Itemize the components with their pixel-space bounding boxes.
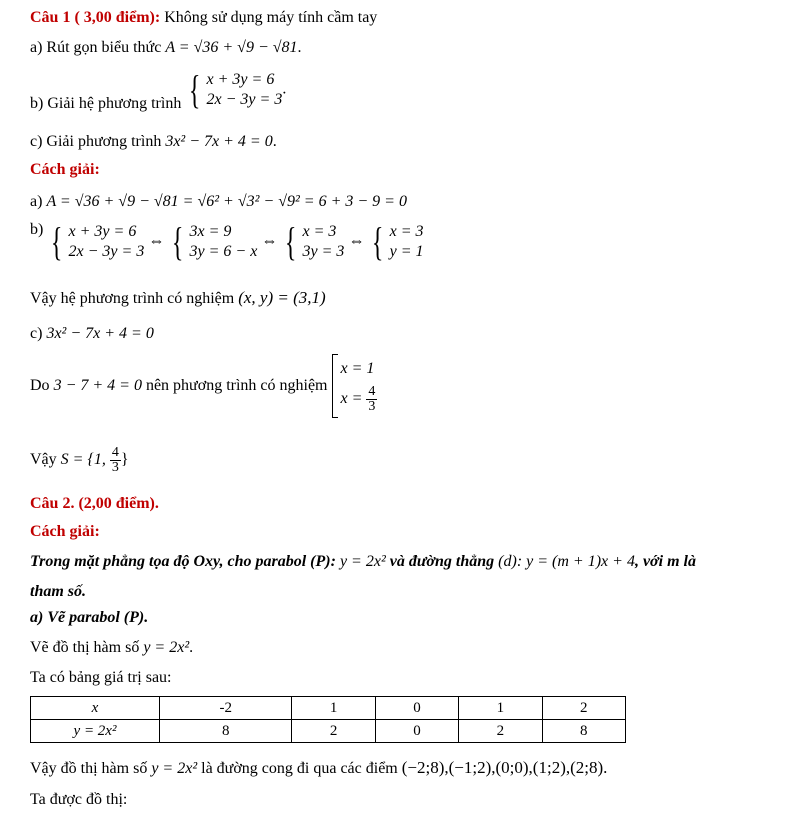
q1-sol-c-reason bbox=[30, 354, 377, 418]
brace-icon: { bbox=[285, 219, 297, 264]
q2-part-a: a) Vẽ parabol (P). bbox=[30, 609, 149, 626]
q1-c-label: c) Giải phương trình bbox=[30, 133, 166, 150]
table-row bbox=[31, 720, 626, 743]
q1-sol-b-s1-eq2: 2x − 3y = 3 bbox=[68, 243, 145, 260]
table-cell: 2 bbox=[542, 697, 625, 720]
q1-sol-a-label: a) bbox=[30, 193, 47, 210]
bracket-icon bbox=[332, 354, 338, 418]
q1-sol-b-label: b) bbox=[30, 220, 48, 238]
q1-sol-c bbox=[30, 324, 154, 344]
q2-graph-text: Ta được đồ thị: bbox=[30, 791, 128, 808]
q1-sol-c-root1: x = 1 bbox=[340, 359, 375, 377]
q1-b-eq1: x + 3y = 6 bbox=[206, 71, 275, 88]
q1-c-expr: 3x² − 7x + 4 = 0 bbox=[165, 133, 273, 150]
table-cell: 1 bbox=[292, 697, 375, 720]
table-cell: 8 bbox=[542, 720, 625, 743]
q1-solution-title: Cách giải: bbox=[30, 161, 100, 178]
equiv-icon: ⇔ bbox=[348, 232, 365, 250]
q1-part-c: c) Giải phương trình 3x² − 7x + 4 = 0. bbox=[30, 133, 277, 150]
q1-sol-b-s3-eq1: x = 3 bbox=[302, 223, 337, 240]
table-cell: 8 bbox=[160, 720, 292, 743]
q1-b-system bbox=[185, 67, 283, 112]
q1-sol-b-s4-eq1: x = 3 bbox=[389, 223, 424, 240]
q1-sol-b bbox=[30, 219, 424, 264]
q1-sol-c-set bbox=[30, 446, 129, 475]
q2-prompt-line2: tham số. bbox=[30, 583, 87, 600]
q1-sol-c-check: 3 − 7 + 4 = 0 bbox=[53, 377, 142, 394]
q1-sol-b-s2-eq1: 3x = 9 bbox=[189, 223, 232, 240]
q1-intro: Không sử dụng máy tính cầm tay bbox=[160, 9, 378, 26]
q1-sol-c-set-pre: S = {1, bbox=[60, 451, 110, 469]
table-cell: x bbox=[31, 697, 160, 720]
q1-sol-c-label: c) bbox=[30, 325, 47, 342]
q2-conclusion-func: y = 2x² bbox=[151, 760, 198, 777]
table-cell: 0 bbox=[375, 720, 458, 743]
q1-sol-c-root2-pre: x = bbox=[340, 389, 367, 407]
q1-set-frac bbox=[110, 446, 121, 475]
table-cell: 0 bbox=[375, 697, 458, 720]
q1-sol-a-expr: A = √36 + √9 − √81 = √6² + √3² − √9² = 6 + 3 − 9 = 0 bbox=[46, 193, 407, 210]
q1-sol-c-expr: 3x² − 7x + 4 = 0 bbox=[46, 325, 154, 342]
brace-icon: { bbox=[172, 219, 184, 264]
brace-icon: { bbox=[372, 219, 384, 264]
q2-points: (−2;8),(−1;2),(0;0),(1;2),(2;8). bbox=[401, 758, 608, 777]
q1-sol-b-system-1 bbox=[47, 219, 145, 264]
q1-sol-c-frac bbox=[366, 385, 377, 414]
q2-solution-title: Cách giải: bbox=[30, 523, 100, 540]
q1-title: Câu 1 ( 3,00 điểm): bbox=[30, 9, 161, 26]
q2-table-intro: Ta có bảng giá trị sau: bbox=[30, 669, 172, 686]
q1-b-eq2: 2x − 3y = 3 bbox=[206, 91, 283, 108]
q2-prompt bbox=[30, 552, 696, 572]
q1-header bbox=[30, 8, 377, 28]
q1-sol-b-system-4 bbox=[368, 219, 424, 264]
q2-parabol: y = 2x² bbox=[339, 553, 386, 570]
q2-prompt-post: , với m là bbox=[634, 553, 696, 570]
table-cell: 2 bbox=[292, 720, 375, 743]
equiv-icon: ⇔ bbox=[148, 232, 165, 250]
q1-sol-c-set-post: } bbox=[120, 451, 129, 469]
q1-sol-c-set-label: Vậy bbox=[30, 451, 61, 469]
q1-sol-b-system-3 bbox=[281, 219, 345, 264]
q1-a-label: a) Rút gọn biểu thức bbox=[30, 39, 166, 56]
equiv-icon: ⇔ bbox=[261, 232, 278, 250]
brace-icon: { bbox=[51, 219, 63, 264]
q1-part-a: a) Rút gọn biểu thức A = √36 + √9 − √81. bbox=[30, 39, 302, 56]
q2-draw: Vẽ đồ thị hàm số y = 2x². bbox=[30, 639, 194, 656]
q2-prompt-mid: và đường thẳng bbox=[389, 553, 499, 570]
q1-sol-c-reason-pre: Do bbox=[30, 377, 54, 394]
q1-sol-b-s1-eq1: x + 3y = 6 bbox=[68, 223, 137, 240]
q2-conclusion bbox=[30, 758, 607, 779]
q1-sol-c-reason-mid: nên phương trình có nghiệm bbox=[141, 377, 332, 394]
set-frac-num: 4 bbox=[111, 445, 119, 460]
q1-a-expr: A = √36 + √9 − √81 bbox=[165, 39, 298, 56]
q1-sol-b-s4-eq2: y = 1 bbox=[389, 243, 424, 260]
q1-sol-b-s3-eq2: 3y = 3 bbox=[302, 243, 345, 260]
table-row bbox=[31, 697, 626, 720]
q2-title: Câu 2. (2,00 điểm). bbox=[30, 495, 159, 512]
q2-conclusion-pre: Vậy đồ thị hàm số bbox=[30, 760, 152, 777]
brace-icon: { bbox=[189, 67, 201, 112]
frac-num: 4 bbox=[368, 383, 376, 399]
q1-b-label: b) Giải hệ phương trình bbox=[30, 94, 186, 112]
q1-sol-b-conclusion-text: Vậy hệ phương trình có nghiệm bbox=[30, 290, 239, 307]
q1-sol-b-s2-eq2: 3y = 6 − x bbox=[189, 243, 258, 260]
q1-sol-b-conclusion bbox=[30, 288, 326, 309]
values-table bbox=[30, 696, 626, 743]
q2-line-eq: (d): y = (m + 1)x + 4 bbox=[498, 553, 635, 570]
q1-sol-a bbox=[30, 192, 407, 212]
table-cell: 1 bbox=[459, 697, 542, 720]
frac-den: 3 bbox=[368, 398, 376, 414]
table-cell: -2 bbox=[160, 697, 292, 720]
q1-sol-b-answer: (x, y) = (3,1) bbox=[238, 288, 326, 307]
table-cell: 2 bbox=[459, 720, 542, 743]
q2-conclusion-mid: là đường cong đi qua các điểm bbox=[201, 760, 402, 777]
q2-draw-func: y = 2x² bbox=[143, 639, 190, 656]
q2-prompt-pre: Trong mặt phẳng tọa độ Oxy, cho parabol (P): bbox=[30, 553, 340, 570]
q1-part-b: b) Giải hệ phương trình { x + 3y = 6 2x − 3y = 3 . bbox=[30, 67, 287, 112]
set-frac-den: 3 bbox=[111, 460, 119, 475]
q1-sol-b-system-2 bbox=[168, 219, 258, 264]
table-cell: y = 2x² bbox=[31, 720, 160, 743]
q2-draw-text: Vẽ đồ thị hàm số bbox=[30, 639, 144, 656]
q1-sol-c-roots bbox=[332, 354, 378, 418]
